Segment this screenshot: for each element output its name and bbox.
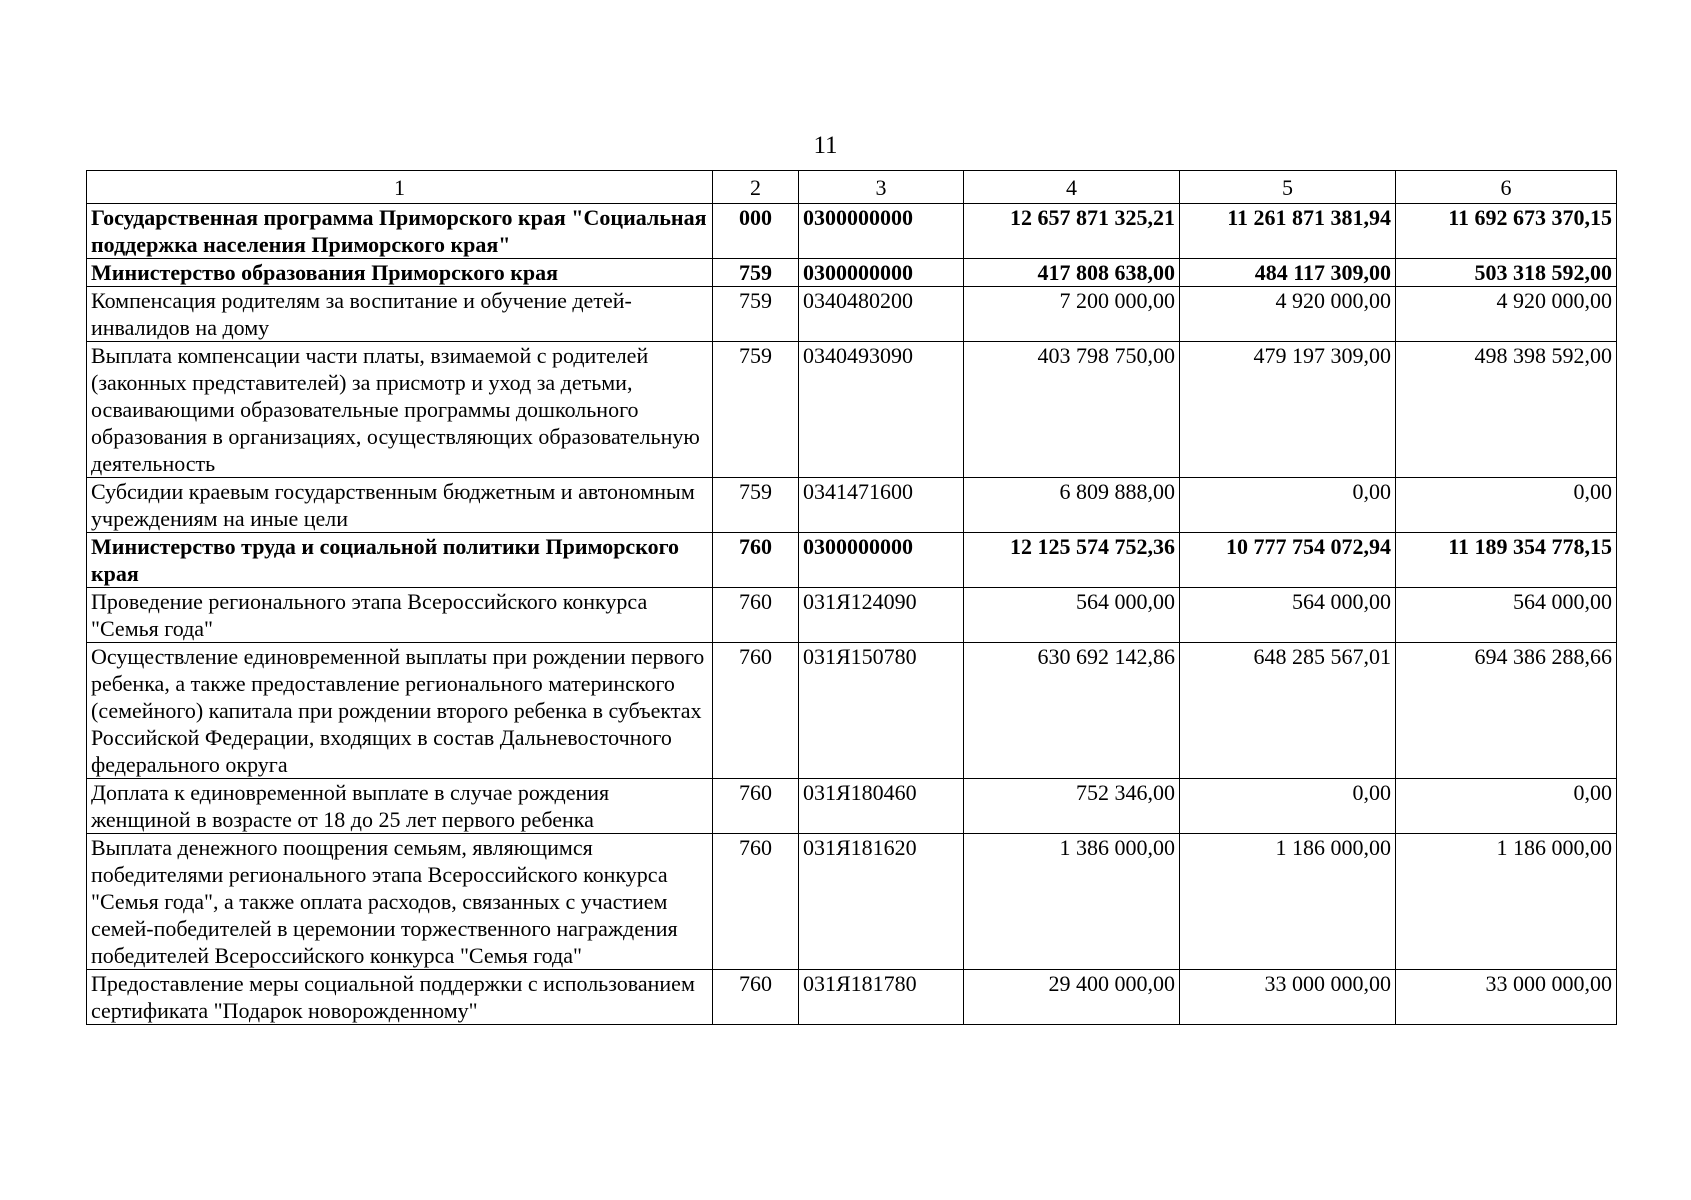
row-amount-1: 417 808 638,00 bbox=[964, 259, 1180, 287]
row-code: 759 bbox=[713, 287, 799, 342]
row-amount-2: 564 000,00 bbox=[1180, 588, 1396, 643]
row-amount-3: 694 386 288,66 bbox=[1396, 643, 1617, 779]
table-row bbox=[87, 259, 1617, 287]
column-header: 3 bbox=[799, 171, 964, 204]
row-amount-2: 0,00 bbox=[1180, 478, 1396, 533]
row-amount-1: 12 657 871 325,21 bbox=[964, 204, 1180, 259]
row-target-code: 0341471600 bbox=[799, 478, 964, 533]
row-name: Выплата компенсации части платы, взимаемой с родителей (законных представителей) за присмотр и уход за детьми, осваивающими образовательные программы дошкольного образования в организациях, осуществляющих образовательную деятельность bbox=[87, 342, 713, 478]
row-target-code: 0300000000 bbox=[799, 204, 964, 259]
table-row bbox=[87, 643, 1617, 779]
column-header: 1 bbox=[87, 171, 713, 204]
row-amount-1: 752 346,00 bbox=[964, 779, 1180, 834]
row-amount-1: 1 386 000,00 bbox=[964, 834, 1180, 970]
row-name: Проведение регионального этапа Всероссийского конкурса "Семья года" bbox=[87, 588, 713, 643]
row-amount-2: 11 261 871 381,94 bbox=[1180, 204, 1396, 259]
row-amount-2: 4 920 000,00 bbox=[1180, 287, 1396, 342]
row-code: 760 bbox=[713, 970, 799, 1025]
column-header: 2 bbox=[713, 171, 799, 204]
row-target-code: 031Я181620 bbox=[799, 834, 964, 970]
table-row bbox=[87, 834, 1617, 970]
row-amount-3: 0,00 bbox=[1396, 478, 1617, 533]
row-code: 759 bbox=[713, 342, 799, 478]
table-row bbox=[87, 478, 1617, 533]
row-amount-2: 10 777 754 072,94 bbox=[1180, 533, 1396, 588]
table-row bbox=[87, 970, 1617, 1025]
row-name: Государственная программа Приморского края "Социальная поддержка населения Приморского края" bbox=[87, 204, 713, 259]
row-amount-1: 6 809 888,00 bbox=[964, 478, 1180, 533]
row-target-code: 0300000000 bbox=[799, 533, 964, 588]
page-number-text: 11 bbox=[813, 132, 838, 159]
row-target-code: 031Я181780 bbox=[799, 970, 964, 1025]
column-header: 4 bbox=[964, 171, 1180, 204]
row-name: Доплата к единовременной выплате в случае рождения женщиной в возрасте от 18 до 25 лет первого ребенка bbox=[87, 779, 713, 834]
column-header: 5 bbox=[1180, 171, 1396, 204]
column-header: 6 bbox=[1396, 171, 1617, 204]
row-name: Предоставление меры социальной поддержки с использованием сертификата "Подарок новорожденному" bbox=[87, 970, 713, 1025]
row-code: 759 bbox=[713, 478, 799, 533]
row-amount-1: 630 692 142,86 bbox=[964, 643, 1180, 779]
table-row bbox=[87, 204, 1617, 259]
row-amount-3: 503 318 592,00 bbox=[1396, 259, 1617, 287]
row-code: 760 bbox=[713, 834, 799, 970]
row-code: 760 bbox=[713, 779, 799, 834]
row-name: Министерство образования Приморского края bbox=[87, 259, 713, 287]
row-amount-2: 0,00 bbox=[1180, 779, 1396, 834]
row-target-code: 031Я150780 bbox=[799, 643, 964, 779]
row-amount-1: 12 125 574 752,36 bbox=[964, 533, 1180, 588]
row-amount-3: 11 189 354 778,15 bbox=[1396, 533, 1617, 588]
table-row bbox=[87, 533, 1617, 588]
row-target-code: 031Я180460 bbox=[799, 779, 964, 834]
row-amount-2: 484 117 309,00 bbox=[1180, 259, 1396, 287]
row-amount-3: 4 920 000,00 bbox=[1396, 287, 1617, 342]
table-row bbox=[87, 287, 1617, 342]
row-name: Выплата денежного поощрения семьям, являющимся победителями регионального этапа Всероссийского конкурса "Семья года", а также оплата расходов, связанных с участием семей-победителей в церемонии торжественного награждения победителей Всероссийского конкурса "Семья года" bbox=[87, 834, 713, 970]
row-code: 760 bbox=[713, 533, 799, 588]
row-amount-3: 564 000,00 bbox=[1396, 588, 1617, 643]
row-amount-3: 0,00 bbox=[1396, 779, 1617, 834]
row-code: 000 bbox=[713, 204, 799, 259]
row-code: 760 bbox=[713, 588, 799, 643]
row-target-code: 031Я124090 bbox=[799, 588, 964, 643]
row-amount-2: 1 186 000,00 bbox=[1180, 834, 1396, 970]
row-code: 760 bbox=[713, 643, 799, 779]
row-amount-1: 403 798 750,00 bbox=[964, 342, 1180, 478]
page-number bbox=[0, 132, 1691, 160]
row-name: Компенсация родителям за воспитание и обучение детей-инвалидов на дому bbox=[87, 287, 713, 342]
row-amount-2: 479 197 309,00 bbox=[1180, 342, 1396, 478]
row-name: Осуществление единовременной выплаты при рождении первого ребенка, а также предоставление регионального материнского (семейного) капитала при рождении второго ребенка в субъектах Российской Федерации, входящих в состав Дальневосточного федерального округа bbox=[87, 643, 713, 779]
table-row bbox=[87, 588, 1617, 643]
row-amount-3: 498 398 592,00 bbox=[1396, 342, 1617, 478]
column-number-row bbox=[87, 171, 1617, 204]
budget-table bbox=[86, 170, 1617, 1025]
row-code: 759 bbox=[713, 259, 799, 287]
row-amount-1: 7 200 000,00 bbox=[964, 287, 1180, 342]
row-amount-3: 33 000 000,00 bbox=[1396, 970, 1617, 1025]
row-amount-1: 564 000,00 bbox=[964, 588, 1180, 643]
row-amount-1: 29 400 000,00 bbox=[964, 970, 1180, 1025]
table-row bbox=[87, 779, 1617, 834]
row-name: Министерство труда и социальной политики Приморского края bbox=[87, 533, 713, 588]
row-name: Субсидии краевым государственным бюджетным и автономным учреждениям на иные цели bbox=[87, 478, 713, 533]
row-amount-3: 11 692 673 370,15 bbox=[1396, 204, 1617, 259]
row-target-code: 0340480200 bbox=[799, 287, 964, 342]
row-amount-3: 1 186 000,00 bbox=[1396, 834, 1617, 970]
row-target-code: 0340493090 bbox=[799, 342, 964, 478]
table-row bbox=[87, 342, 1617, 478]
row-amount-2: 648 285 567,01 bbox=[1180, 643, 1396, 779]
row-amount-2: 33 000 000,00 bbox=[1180, 970, 1396, 1025]
row-target-code: 0300000000 bbox=[799, 259, 964, 287]
